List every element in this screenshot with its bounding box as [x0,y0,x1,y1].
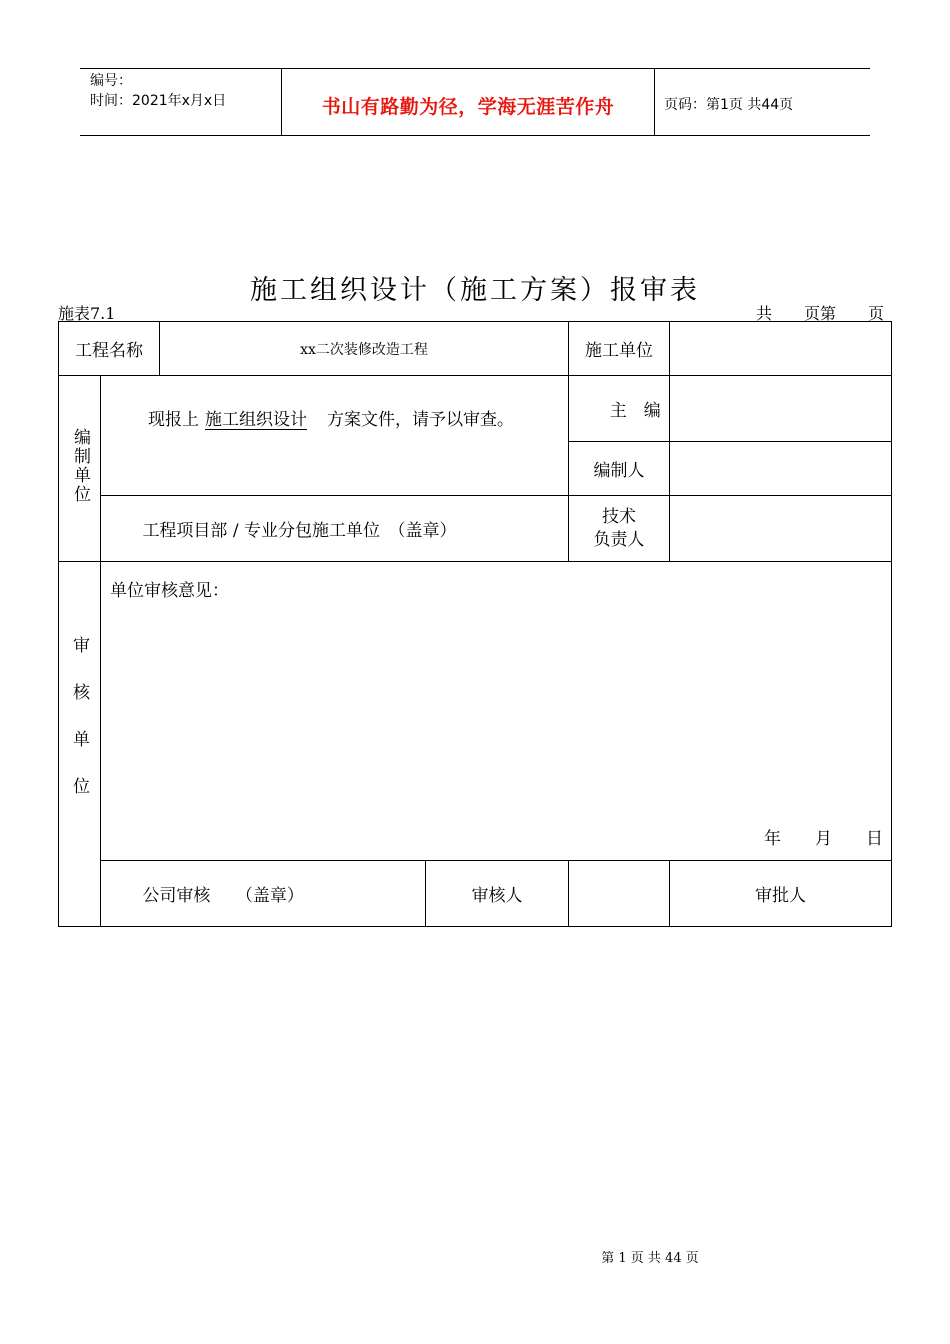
submission-cell [101,376,569,496]
header-divider-right [654,68,655,136]
compile-unit-label: 编制单位 [70,428,90,504]
motto-text: 书山有路勤为径，学海无涯苦作舟 [321,96,615,118]
approver-label-cell [670,861,892,927]
compiler-label-cell [569,442,670,496]
project-name-label-cell [59,322,160,376]
submission-doc: 施工组织设计 [205,410,307,430]
reviewer-label: 审核人 [471,886,523,906]
tech-lead-label-line2: 负责人 [593,529,645,550]
review-unit-label: 审核单位 [69,635,89,824]
chief-editor-label: 主 编 [609,401,661,421]
submission-prefix: 现报上 [148,410,199,430]
submission-suffix: 方案文件，请予以审查。 [327,410,514,430]
project-name-label: 工程名称 [75,341,143,361]
header-bottom-rule [80,135,870,136]
company-review-label: 公司审核 （盖章） [142,886,304,906]
reviewer-label-cell [426,861,569,927]
reviewer-value-cell [569,861,670,927]
compile-unit-cell [59,376,101,562]
tech-lead-label-line1: 技术 [602,506,637,527]
review-opinion-label: 单位审核意见： [110,581,229,601]
compiler-label: 编制人 [593,461,645,481]
time-label: 时间：2021年x月x日 [90,93,227,109]
review-opinion-cell [101,562,892,861]
project-name-value: xx二次装修改造工程 [300,341,428,358]
project-name-value-cell [160,322,569,376]
page-title: 施工组织设计（施工方案）报审表 [250,275,700,306]
company-review-cell [101,861,426,927]
tech-lead-value-cell [670,496,892,562]
contractor-label-cell [569,322,670,376]
page-counter: 共 页第 页 [755,304,884,323]
tech-lead-label-cell [569,496,670,562]
header-page-info: 页码：第1页 共44页 [664,97,794,113]
contractor-value-cell [670,322,892,376]
code-label: 编号： [90,73,132,89]
form-code: 施表7.1 [58,304,116,323]
chief-editor-value-cell [670,376,892,442]
project-dept-cell [101,496,569,562]
project-dept-label: 工程项目部 / 专业分包施工单位 （盖章） [142,521,457,541]
review-unit-cell [59,562,101,927]
header-top-rule [80,68,870,69]
review-form-table [58,321,892,927]
chief-editor-label-cell [569,376,670,442]
review-date-line: 年 月 日 [764,829,884,849]
page-footer: 第 1 页 共 44 页 [601,1251,699,1266]
compiler-value-cell [670,442,892,496]
approver-label: 审批人 [755,886,807,906]
contractor-label: 施工单位 [585,341,654,361]
